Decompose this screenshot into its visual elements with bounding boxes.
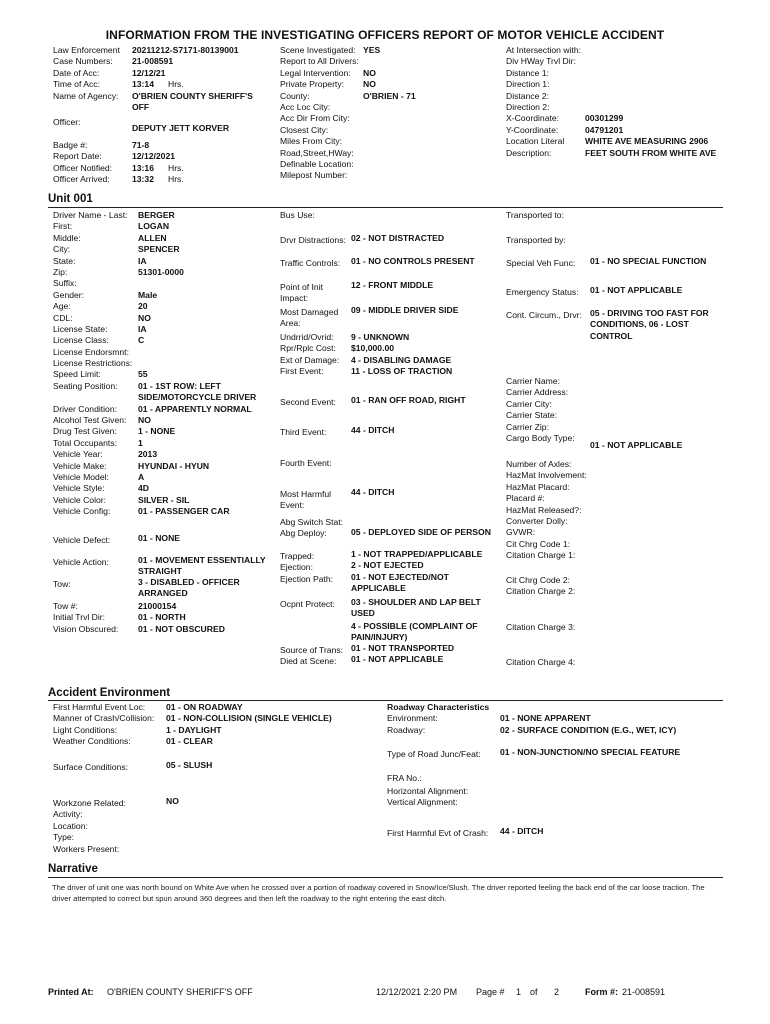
undrrid-value: 9 - UNKNOWN [351, 332, 410, 342]
officer-notified-value: 13:16 Hrs. [132, 162, 184, 173]
label-blank [53, 392, 132, 403]
label-road-street: Road,Street,HWay: [280, 147, 354, 158]
label-first-harmful-crash: First Harmful Evt of Crash: [387, 828, 489, 838]
label-activity: Activity: [53, 809, 83, 820]
license-state-value: IA [138, 323, 147, 334]
label-badge: Badge #: [53, 140, 88, 150]
label-tow: Tow: [53, 579, 71, 589]
header-col3-values [585, 113, 716, 159]
label-at-intersection: At Intersection with: [506, 45, 581, 55]
injury-value-1: 4 - POSSIBLE (COMPLAINT OF [351, 621, 478, 631]
label-carrier-name: Carrier Name: [506, 376, 560, 386]
label-private-property: Private Property: [280, 79, 344, 90]
unit-col1-labels [53, 210, 132, 518]
died-value: 01 - NOT APPLICABLE [351, 654, 444, 665]
label-manner-of-crash: Manner of Crash/Collision: [53, 713, 155, 724]
label-scene-investigated: Scene Investigated: [280, 45, 356, 55]
label-definable-location: Definable Location: [280, 158, 354, 169]
poi-labels [280, 282, 323, 305]
driver-last-value: BERGER [138, 210, 175, 220]
city-value: SPENCER [138, 244, 180, 255]
vehicle-style-value: 4D [138, 483, 149, 494]
location-value-2: FEET SOUTH FROM WHITE AVE [585, 147, 717, 158]
total-occupants-value: 1 [138, 437, 143, 448]
form-label: Form #: [585, 987, 619, 997]
source-trans-value: 01 - NOT TRANSPORTED [351, 643, 455, 653]
ocpnt-protect-values [351, 597, 481, 620]
speed-limit-value: 55 [138, 369, 148, 380]
label-placard-number: Placard #: [506, 493, 545, 504]
report-title: INFORMATION FROM THE INVESTIGATING OFFICERS REPORT OF MOTOR VEHICLE ACCIDENT [105, 28, 665, 42]
printed-at-label: Printed At: [48, 987, 94, 997]
label-ext-damage: Ext of Damage: [280, 354, 340, 365]
label-vision-obscured: Vision Obscured: [53, 623, 119, 634]
header-col3-labels [506, 45, 581, 159]
agency-value-1: O'BRIEN COUNTY SHERIFF'S [132, 90, 253, 101]
label-initial-trvl-dir: Initial Trvl Dir: [53, 612, 106, 623]
narrative-divider [48, 877, 723, 878]
third-event-value: 44 - DITCH [351, 425, 395, 435]
carrier-labels [506, 376, 575, 444]
label-cit-charge-1: Citation Charge 1: [506, 550, 576, 561]
label-milepost: Milepost Number: [280, 170, 348, 181]
page-number: 1 [516, 987, 522, 997]
environment-value: 01 - NONE APPARENT [500, 713, 591, 724]
tow-value-1: 3 - DISABLED - OFFICER [138, 577, 240, 587]
unit-col2b-values [351, 332, 452, 378]
label-div-hway: Div HWay Trvl Dir: [506, 56, 576, 67]
driver-middle-value: ALLEN [138, 232, 167, 243]
alcohol-test-value: NO [138, 415, 151, 426]
label-third-event: Third Event: [280, 427, 327, 437]
unit-col2c-labels [280, 551, 333, 597]
label-converter-dolly: Converter Dolly: [506, 515, 568, 526]
seating-position-value-2: SIDE/MOTORCYCLE DRIVER [138, 392, 257, 403]
narrative-text: The driver of unit one was north bound on White Ave when he crossed over a portion of roadway covered in Snow/Ice/Slush. The driver reported feeling the back end of the car loose traction. The driver attempted to correct but spun around 360 degrees and then left the roadway to the right entering the east ditch. [52, 883, 705, 903]
y-coordinate-value: 04791201 [585, 124, 624, 135]
label-damaged-2: Area: [280, 318, 301, 329]
label-acc-dir-from-city: Acc Dir From City: [280, 113, 350, 124]
page-count: 2 [554, 987, 560, 997]
vehicle-config-value: 01 - PASSENGER CAR [138, 506, 230, 517]
of-label: of [530, 987, 538, 997]
label-date-of-acc: Date of Acc: [53, 67, 100, 78]
first-harmful-crash-value: 44 - DITCH [500, 826, 544, 836]
label-traffic-controls: Traffic Controls: [280, 258, 341, 268]
first-event-value: 11 - LOSS OF TRACTION [351, 366, 453, 377]
emergency-value: 01 - NOT APPLICABLE [590, 285, 683, 295]
label-emergency: Emergency Status: [506, 287, 579, 297]
label-speed-limit: Speed Limit: [53, 369, 101, 380]
workzone-sub-labels [53, 809, 119, 855]
initial-trvl-dir-value: 01 - NORTH [138, 612, 186, 623]
label-first-harmful-loc: First Harmful Event Loc: [53, 702, 146, 712]
vehicle-defect-value: 01 - NONE [138, 533, 181, 543]
label-special-veh: Special Veh Func: [506, 258, 576, 268]
label-state: State: [53, 255, 76, 266]
label-hazmat-released: HazMat Released?: [506, 504, 582, 515]
label-vehicle-color: Vehicle Color: [53, 494, 107, 505]
label-report-to-drivers: Report to All Drivers: [280, 56, 359, 67]
rpr-cost-value: $10,000.00 [351, 343, 395, 354]
roadway-labels [387, 713, 438, 736]
abg-labels [280, 517, 343, 540]
officer-arrived-value: 13:32 Hrs. [132, 174, 184, 185]
label-ejection: Ejection: [280, 562, 313, 573]
label-driver-condition: Driver Condition: [53, 403, 117, 414]
label-vehicle-make: Vehicle Make: [53, 460, 107, 471]
tow-number-value: 21000154 [138, 601, 177, 611]
label-trapped: Trapped: [280, 551, 315, 561]
label-bus-use: Bus Use: [280, 210, 315, 220]
cont-circum-values [590, 308, 709, 342]
ext-damage-value: 4 - DISABLING DAMAGE [351, 354, 452, 365]
legal-intervention-value: NO [363, 68, 376, 78]
label-alcohol-test: Alcohol Test Given: [53, 415, 127, 426]
label-cit-charge-3: Citation Charge 3: [506, 622, 576, 632]
label-location-literal: Location Literal [506, 136, 565, 147]
label-hazmat-involvement: HazMat Involvement: [506, 470, 587, 481]
label-suffix: Suffix: [53, 278, 77, 289]
label-age: Age: [53, 301, 71, 312]
label-axles: Number of Axles: [506, 459, 572, 469]
label-legal-intervention: Legal Intervention: [280, 67, 351, 78]
license-class-value: C [138, 335, 145, 346]
hazmat-labels [506, 459, 587, 562]
vision-obscured-value: 01 - NOT OBSCURED [138, 623, 225, 634]
label-most-harmful-2: Event: [280, 500, 305, 511]
weather-conditions-value: 01 - CLEAR [166, 736, 213, 747]
ocpnt-protect-value-1: 03 - SHOULDER AND LAP BELT [351, 597, 481, 607]
label-drug-test: Drug Test Given: [53, 426, 117, 437]
label-y-coordinate: Y-Coordinate: [506, 124, 559, 135]
label-abg-deploy: Abg Deploy: [280, 528, 327, 539]
vehicle-make-value: HYUNDAI - HYUN [138, 460, 210, 471]
label-carrier-city: Carrier City: [506, 398, 552, 409]
ejection-path-value-2: APPLICABLE [351, 583, 406, 594]
label-cont-circum: Cont. Circum., Drvr: [506, 310, 582, 320]
label-vehicle-model: Vehicle Model: [53, 471, 109, 482]
time-of-acc-value: 13:14 Hrs. [132, 79, 184, 90]
printed-at-value: O'BRIEN COUNTY SHERIFF'S OFF [107, 987, 253, 997]
report-date-value: 12/12/2021 [132, 151, 176, 162]
drvr-distractions-value: 02 - NOT DISTRACTED [351, 233, 445, 243]
gender-value: Male [138, 289, 158, 300]
date-of-acc-value: 12/12/21 [132, 67, 166, 78]
driver-condition-value: 01 - APPARENTLY NORMAL [138, 403, 252, 414]
vehicle-action-values [138, 555, 266, 578]
county-value: O'BRIEN - 71 [363, 90, 416, 101]
roadway-value: 02 - SURFACE CONDITION (E.G., WET, ICY) [500, 724, 677, 735]
most-harmful-labels [280, 489, 331, 512]
environment-left-labels [53, 702, 154, 748]
scene-investigated-value: YES [363, 45, 381, 55]
label-first: First: [53, 221, 73, 232]
label-poi-1: Point of Init [280, 282, 323, 292]
label-abg-switch: Abg Switch Stat: [280, 517, 344, 527]
label-carrier-address: Carrier Address: [506, 387, 569, 398]
label-distance-2: Distance 2: [506, 90, 549, 101]
unit-divider [48, 207, 723, 208]
cargo-body-value: 01 - NOT APPLICABLE [590, 440, 683, 450]
label-driver-last: Driver Name - Last: [53, 210, 128, 220]
label-surface-conditions: Surface Conditions: [53, 762, 128, 772]
workzone-value: NO [166, 796, 179, 806]
label-time-of-acc: Time of Acc: [53, 79, 100, 90]
label-vehicle-defect: Vehicle Defect: [53, 535, 111, 545]
label-acc-loc-city: Acc Loc City: [280, 101, 331, 112]
label-weather-conditions: Weather Conditions: [53, 736, 131, 747]
label-cargo-body: Cargo Body Type: [506, 432, 575, 443]
label-seating-position: Seating Position: [53, 380, 118, 391]
label-damaged-1: Most Damaged [280, 307, 339, 317]
vehicle-action-value-2: STRAIGHT [138, 566, 182, 577]
location-value-1: WHITE AVE MEASURING 2906 [585, 136, 709, 147]
label-workzone: Workzone Related: [53, 798, 126, 808]
source-died-values [351, 643, 454, 666]
unit-col2c-values [351, 549, 482, 595]
label-officer: Officer: [53, 117, 81, 127]
light-conditions-value: 1 - DAYLIGHT [166, 724, 222, 735]
label-officer-notified: Officer Notified: [53, 162, 113, 173]
label-vertical-alignment: Vertical Alignment: [387, 797, 458, 808]
label-junction: Type of Road Junc/Feat: [387, 749, 481, 759]
label-ejection-path: Ejection Path: [280, 573, 334, 584]
label-first-event: First Event: [280, 366, 324, 377]
label-poi-2: Impact: [280, 293, 309, 304]
label-roadway: Roadway: [387, 724, 426, 735]
badge-value: 71-8 [132, 140, 150, 150]
header-col1-labels [53, 45, 120, 102]
label-cit-code-2: Cit Chrg Code 2: [506, 575, 571, 585]
label-blank-2 [280, 585, 333, 596]
label-died: Died at Scene: [280, 656, 337, 667]
label-source-trans: Source of Trans: [280, 645, 344, 655]
manner-of-crash-value: 01 - NON-COLLISION (SINGLE VEHICLE) [166, 713, 332, 724]
junction-value: 01 - NON-JUNCTION/NO SPECIAL FEATURE [500, 747, 681, 757]
unit-col1c-labels [53, 601, 118, 635]
label-middle: Middle: [53, 232, 81, 243]
label-vehicle-year: Vehicle Year: [53, 449, 103, 460]
label-cit-charge-4: Citation Charge 4: [506, 657, 576, 667]
label-zip: Zip: [53, 266, 68, 277]
header-col1-values [132, 45, 253, 113]
label-miles-from-city: Miles From City: [280, 136, 343, 147]
surface-conditions-value: 05 - SLUSH [166, 760, 213, 770]
trapped-value: 1 - NOT TRAPPED/APPLICABLE [351, 549, 483, 559]
vehicle-year-value: 2013 [138, 449, 158, 460]
label-carrier-state: Carrier State: [506, 410, 558, 421]
unit-col1-values [138, 210, 256, 518]
abg-deploy-value: 05 - DEPLOYED SIDE OF PERSON [351, 527, 491, 537]
label-x-coordinate: X-Coordinate: [506, 113, 560, 124]
officer-value: DEPUTY JETT KORVER [132, 123, 230, 133]
cit-2-labels [506, 575, 575, 598]
form-number: 21-008591 [622, 987, 666, 997]
label-license-state: License State: [53, 323, 108, 334]
label-ocpnt-protect: Ocpnt Protect: [280, 599, 335, 609]
ejection-value: 2 - NOT EJECTED [351, 560, 424, 571]
label-light-conditions: Light Conditions: [53, 724, 118, 735]
label-undrrid: Undrrid/Ovrid: [280, 332, 334, 342]
law-enforcement-value: 20211212-S7171-80139001 [132, 45, 239, 55]
label-license-restrictions: License Restrictions: [53, 358, 133, 369]
label-transported-to: Transported to: [506, 210, 564, 220]
zip-value: 51301-0000 [138, 266, 184, 277]
label-hazmat-placard: HazMat Placard: [506, 481, 570, 492]
cont-circum-value-1: 05 - DRIVING TOO FAST FOR [590, 308, 709, 318]
label-gvwr: GVWR: [506, 527, 536, 538]
environment-heading: Accident Environment [48, 687, 171, 699]
label-direction-2: Direction 2: [506, 101, 550, 112]
seating-position-value-1: 01 - 1ST ROW: LEFT [138, 380, 221, 391]
label-law-enforcement: Law Enforcement [53, 45, 120, 55]
label-city: City: [53, 244, 71, 255]
label-agency: Name of Agency: [53, 90, 119, 101]
special-veh-value: 01 - NO SPECIAL FUNCTION [590, 256, 707, 266]
traffic-controls-value: 01 - NO CONTROLS PRESENT [351, 256, 475, 266]
vehicle-action-value-1: 01 - MOVEMENT ESSENTIALLY [138, 555, 266, 565]
label-description: Description: [506, 147, 552, 158]
agency-value-2: OFF [132, 101, 150, 112]
vehicle-model-value: A [138, 471, 145, 482]
label-cit-charge-2: Citation Charge 2: [506, 586, 576, 597]
roadway-heading: Roadway Characteristics [387, 702, 490, 712]
page-label: Page # [476, 987, 505, 997]
second-event-value: 01 - RAN OFF ROAD, RIGHT [351, 395, 466, 405]
label-case-numbers: Case Numbers: [53, 56, 113, 67]
label-transported-by: Transported by: [506, 235, 566, 245]
header-col2-labels [280, 45, 359, 182]
label-rpr-cost: Rpr/Rplc Cost: [280, 343, 336, 354]
label-total-occupants: Total Occupants: [53, 437, 118, 448]
environment-divider [48, 700, 723, 701]
vehicle-color-value: SILVER - SIL [138, 494, 190, 505]
label-report-date: Report Date: [53, 151, 102, 162]
label-drvr-distractions: Drvr Distractions: [280, 235, 346, 245]
damaged-labels [280, 307, 338, 330]
label-cit-code-1: Cit Chrg Code 1: [506, 538, 571, 549]
label-carrier-zip: Carrier Zip: [506, 421, 549, 432]
injury-values [351, 621, 478, 644]
label-license-class: License Class: [53, 335, 109, 346]
label-tow-number: Tow #: [53, 601, 78, 611]
poi-value: 12 - FRONT MIDDLE [351, 280, 434, 290]
label-fra: FRA No.: [387, 773, 422, 783]
cdl-value: NO [138, 312, 151, 323]
label-vehicle-style: Vehicle Style: [53, 483, 105, 494]
tow-value-2: ARRANGED [138, 588, 188, 599]
case-numbers-value: 21-008591 [132, 56, 174, 67]
state-value: IA [138, 255, 147, 266]
ocpnt-protect-value-2: USED [351, 608, 375, 619]
license-endorsmnt-value [138, 347, 256, 358]
label-second-event: Second Event: [280, 397, 336, 407]
roadway-values [500, 713, 676, 736]
tow-values [138, 577, 240, 600]
label-location: Location: [53, 820, 88, 831]
private-property-value: NO [363, 79, 376, 90]
cont-circum-value-3: CONTROL [590, 330, 633, 341]
most-harmful-value: 44 - DITCH [351, 487, 395, 497]
driver-first-value: LOGAN [138, 221, 170, 232]
label-cdl: CDL: [53, 312, 73, 323]
printed-datetime: 12/12/2021 2:20 PM [376, 987, 458, 997]
label-horizontal-alignment: Horizontal Alignment: [387, 786, 469, 796]
alignment-labels [387, 786, 468, 809]
label-gender: Gender: [53, 289, 85, 300]
narrative-heading: Narrative [48, 863, 98, 875]
cont-circum-value-2: CONDITIONS, 06 - LOST [590, 319, 689, 330]
suffix-value [138, 278, 256, 289]
label-fourth-event: Fourth Event: [280, 458, 332, 468]
unit-heading: Unit 001 [48, 193, 93, 205]
header-col1b-labels [53, 140, 112, 186]
label-license-endorsmnt: License Endorsmnt: [53, 346, 129, 357]
unit-col2b-labels [280, 332, 339, 378]
age-value: 20 [138, 301, 148, 312]
label-direction-1: Direction 1: [506, 79, 550, 90]
label-county: County: [280, 90, 310, 101]
first-harmful-loc-value: 01 - ON ROADWAY [166, 702, 243, 712]
ejection-path-value-1: 01 - NOT EJECTED/NOT [351, 571, 449, 582]
label-type: Type: [53, 832, 75, 843]
x-coordinate-value: 00301299 [585, 113, 624, 124]
source-died-labels [280, 645, 343, 668]
drug-test-value: 1 - NONE [138, 426, 176, 437]
label-closest-city: Closest City: [280, 124, 329, 135]
label-environment: Environment: [387, 713, 438, 724]
label-vehicle-config: Vehicle Config: [53, 506, 111, 517]
damaged-value: 09 - MIDDLE DRIVER SIDE [351, 305, 459, 315]
label-distance-1: Distance 1: [506, 67, 549, 78]
label-most-harmful-1: Most Harmful [280, 489, 332, 499]
unit-col1c-values [138, 601, 225, 635]
header-col1b-values [132, 140, 184, 186]
environment-left-values [166, 702, 332, 748]
label-vehicle-action: Vehicle Action: [53, 557, 109, 567]
injury-value-2: PAIN/INJURY) [351, 632, 408, 643]
label-officer-arrived: Officer Arrived: [53, 174, 110, 185]
label-workers-present: Workers Present: [53, 843, 120, 854]
license-restrictions-value [138, 358, 256, 369]
